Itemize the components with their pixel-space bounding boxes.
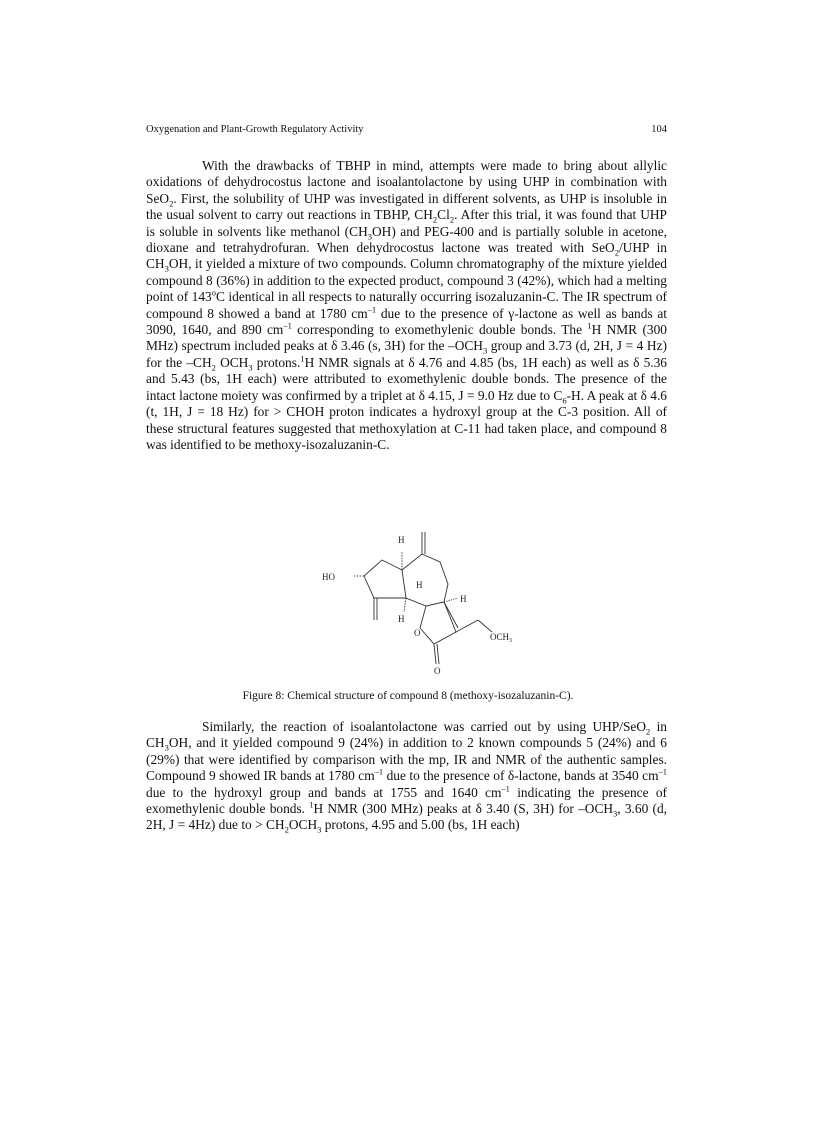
paragraph-2	[146, 719, 667, 834]
chemical-structure-drawing	[312, 532, 552, 680]
paragraph-1-text: With the drawbacks of TBHP in mind, attempts were made to bring about allylic oxidations of dehydrocostus lactone and isoalantolactone by using UHP in combination with SeO$_2$. First, the solubility of UHP was investigated in different solvents, as UHP is insoluble in the usual solvent to carry out reactions in TBHP, $CH_2Cl_2$. After this trial, it was found that UHP is soluble in solvents like methanol $(CH_3OH)$ and PEG-400 and is partially soluble in acetone, dioxane and tetrahydrofuran. When dehydrocostus lactone was treated with SeO$_2$/UHP in $CH_3OH$, it yielded a mixture of two compounds. Column chromatography of the mixture yielded compound 8 (36%) in addition to the expected product, compound 3 (42%), which had a melting point of 143$^o$C identical in all respects to naturally occurring isozaluzanin-C. The IR spectrum of compound 8 showed a band at 1780 $cm^{-1}$ due to the presence of γ-lactone as well as bands at 3090, 1640, and 890 $cm^{-1}$ corresponding to exomethylenic double bonds. The $^1$H NMR (300 MHz) spectrum included peaks at δ 3.46 (s, 3H) for the $-OCH_3$ group and 3.73 (d, 2H, J = 4 Hz) for the $-CH_2$ $OCH_3$ protons.$^1$H NMR signals at δ 4.76 and 4.85 (bs, 1H each) as well as δ 5.36 and 5.43 (bs, 1H each) were attributed to exomethylenic double bonds. The presence of the intact lactone moiety was confirmed by a triplet at δ 4.15, J = 9.0 Hz due to $C_6-H$. A peak at δ 4.6 (t, 1H, J = 18 Hz) for > CHOH proton indicates a hydroxyl group at the C-3 position. All of these structural features suggested that methoxylation at C-11 had taken place, and compound 8 was identified to be methoxy-isozaluzanin-C.	[146, 158, 668, 452]
label-h-mid: H	[416, 580, 423, 590]
label-h-top: H	[398, 535, 405, 545]
chemical-structure-figure	[312, 532, 552, 680]
figure-caption: Figure 8: Chemical structure of compound 8 (methoxy-isozaluzanin-C).	[242, 690, 574, 702]
running-title: Oxygenation and Plant-Growth Regulatory Activity	[146, 124, 364, 135]
label-h-bottom: H	[398, 614, 405, 624]
label-carbonyl-oxygen: O	[434, 666, 441, 676]
label-ring-oxygen: O	[414, 628, 421, 638]
page-number: 104	[651, 124, 667, 135]
label-och3: $OCH_3$	[490, 632, 513, 644]
paragraph-2-text: Similarly, the reaction of isoalantolactone was carried out by using UHP/SeO$_2$ in $CH_3OH$, and it yielded compound 9 (24%) in addition to 2 known compounds 5 (24%) and 6 (29%) that were identified by comparison with the mp, IR and NMR of the authentic samples. Compound 9 showed IR bands at 1780 $cm^{-1}$ due to the presence of δ-lactone, bands at 3540 $cm^{-1}$ due to the hydroxyl group and bands at 1755 and 1640 $cm^{-1}$ indicating the presence of exomethylenic double bonds. $^1$H NMR (300 MHz) peaks at δ 3.40 (S, 3H) for $-OCH_3$, 3.60 (d, 2H, J = 4Hz) due to > $CH_2OCH_3$ protons, 4.95 and 5.00 (bs, 1H each)	[146, 719, 667, 836]
running-header	[146, 124, 667, 135]
label-ho: HO	[322, 572, 335, 582]
paragraph-1	[146, 158, 667, 453]
label-h-right: H	[460, 594, 467, 604]
